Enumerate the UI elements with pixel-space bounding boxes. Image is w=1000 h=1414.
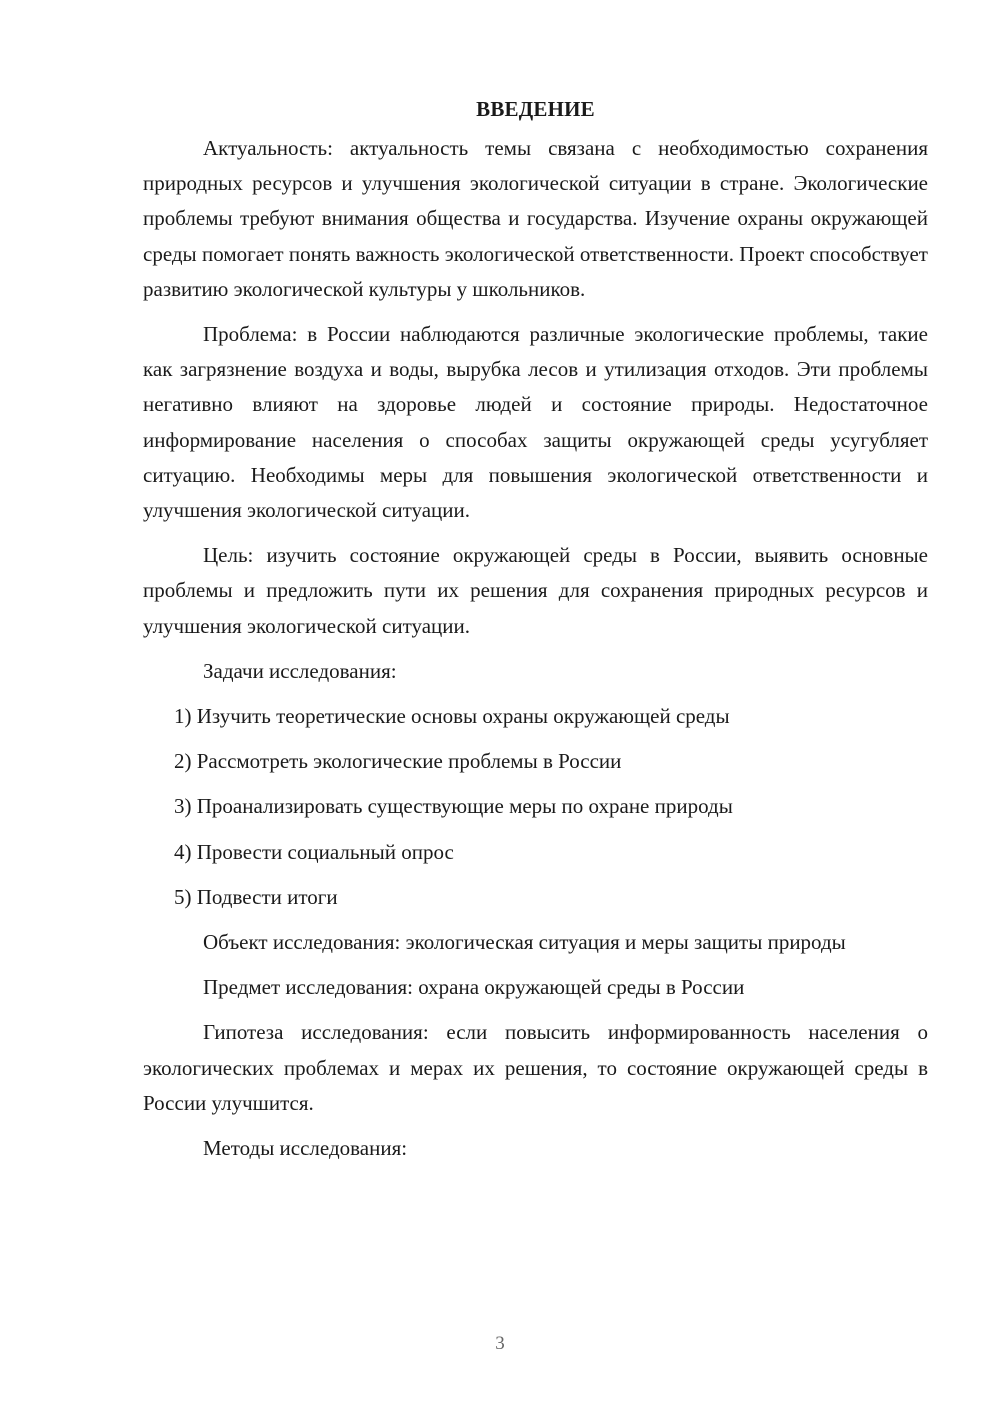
page-number: 3 [495,1333,505,1354]
task-item: 1) Изучить теоретические основы охраны окружающей среды [174,704,730,729]
task-item: 3) Проанализировать существующие меры по охране природы [174,794,733,819]
task-item: 2) Рассмотреть экологические проблемы в России [174,749,622,774]
paragraph-hypothesis: Гипотеза исследования: если повысить информированность населения о экологических проблемах и мерах их решения, то состояние окружающей среды в России улучшится. [143,1020,928,1115]
methods-heading: Методы исследования: [203,1136,408,1161]
paragraph-subject: Предмет исследования: охрана окружающей среды в России [203,975,745,1000]
paragraph-object: Объект исследования: экологическая ситуация и меры защиты природы [203,930,846,955]
task-item: 4) Провести социальный опрос [174,839,454,864]
tasks-list [143,699,928,915]
task-item: 5) Подвести итоги [174,884,338,909]
paragraph-problem: Проблема: в России наблюдаются различные экологические проблемы, такие как загрязнение воздуха и воды, вырубка лесов и утилизация отходов. Эти проблемы негативно влияют на здоровье людей и состояние природы. Недостаточное информирование населения о способах защиты окружающей среды усугубляет ситуацию. Необходимы меры для повышения экологической ответственности и улучшения экологической ситуации. [143,322,928,523]
paragraph-relevance: Актуальность: актуальность темы связана с необходимостью сохранения природных ресурсов и улучшения экологической ситуации в стране. Экологические проблемы требуют внимания общества и государства. Изучение охраны окружающей среды помогает понять важность экологической ответственности. Проект способствует развитию экологической культуры у школьников. [143,136,928,301]
tasks-heading: Задачи исследования: [203,658,397,683]
section-title: ВВЕДЕНИЕ [476,97,595,121]
page-content [143,92,928,1176]
paragraph-goal: Цель: изучить состояние окружающей среды в России, выявить основные проблемы и предложить пути их решения для сохранения природных ресурсов и улучшения экологической ситуации. [143,543,928,638]
